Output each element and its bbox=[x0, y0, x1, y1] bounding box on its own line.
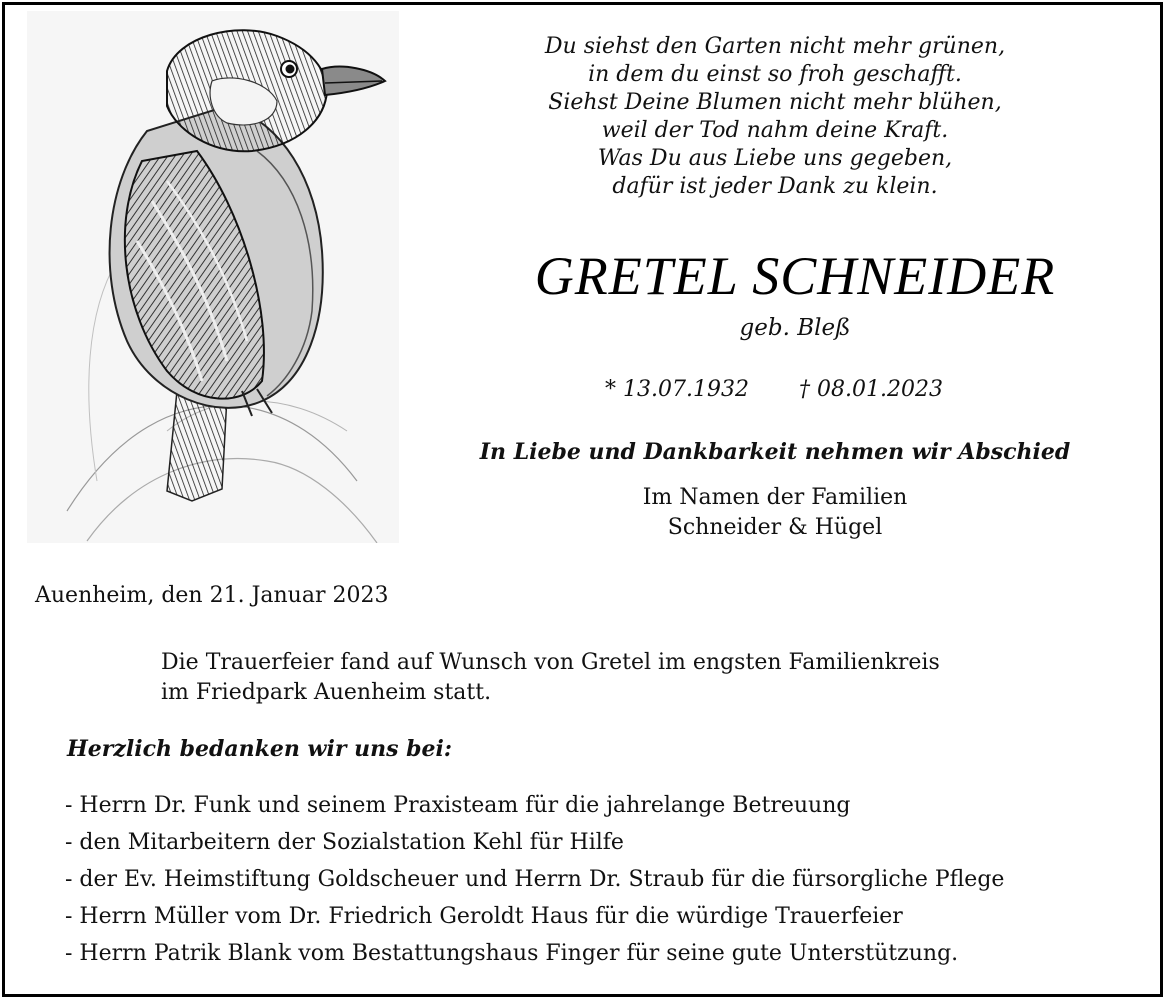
poem-line: weil der Tod nahm deine Kraft. bbox=[601, 118, 949, 143]
poem-line: Was Du aus Liebe uns gegeben, bbox=[597, 146, 953, 171]
obituary-notice bbox=[2, 2, 1163, 997]
farewell-line: In Liebe und Dankbarkeit nehmen wir Abschied bbox=[479, 439, 1071, 465]
poem-line: in dem du einst so froh geschafft. bbox=[588, 62, 962, 87]
families-block bbox=[445, 483, 1105, 543]
poem-line: dafür ist jeder Dank zu klein. bbox=[612, 174, 938, 199]
place-date: Auenheim, den 21. Januar 2023 bbox=[35, 583, 389, 608]
birth-date: * 13.07.1932 bbox=[605, 377, 749, 402]
poem bbox=[455, 33, 1095, 201]
deceased-name: GRETEL SCHNEIDER bbox=[534, 246, 1056, 306]
thanks-item: - den Mitarbeitern der Sozialstation Kehl für Hilfe bbox=[65, 830, 624, 855]
death-date: † 08.01.2023 bbox=[799, 377, 943, 402]
thanks-heading: Herzlich bedanken wir uns bei: bbox=[67, 736, 452, 762]
sparrow-drawing-icon bbox=[27, 11, 399, 543]
birth-name: geb. Bleß bbox=[739, 315, 851, 341]
thanks-item: - Herrn Müller vom Dr. Friedrich Geroldt Haus für die würdige Trauerfeier bbox=[65, 904, 903, 929]
families-line: Schneider & Hügel bbox=[667, 515, 883, 540]
ceremony-note bbox=[161, 648, 940, 708]
thanks-item: - Herrn Patrik Blank vom Bestattungshaus Finger für seine gute Unterstützung. bbox=[65, 941, 959, 966]
thanks-list bbox=[65, 787, 1004, 972]
thanks-item: - der Ev. Heimstiftung Goldscheuer und Herrn Dr. Straub für die fürsorgliche Pflege bbox=[65, 867, 1005, 892]
poem-line: Siehst Deine Blumen nicht mehr blühen, bbox=[548, 90, 1002, 115]
thanks-item: - Herrn Dr. Funk und seinem Praxisteam für die jahrelange Betreuung bbox=[65, 793, 851, 818]
ceremony-line: Die Trauerfeier fand auf Wunsch von Gretel im engsten Familienkreis bbox=[161, 650, 940, 675]
ceremony-line: im Friedpark Auenheim statt. bbox=[161, 680, 492, 705]
families-line: Im Namen der Familien bbox=[642, 485, 908, 510]
poem-line: Du siehst den Garten nicht mehr grünen, bbox=[544, 34, 1006, 59]
